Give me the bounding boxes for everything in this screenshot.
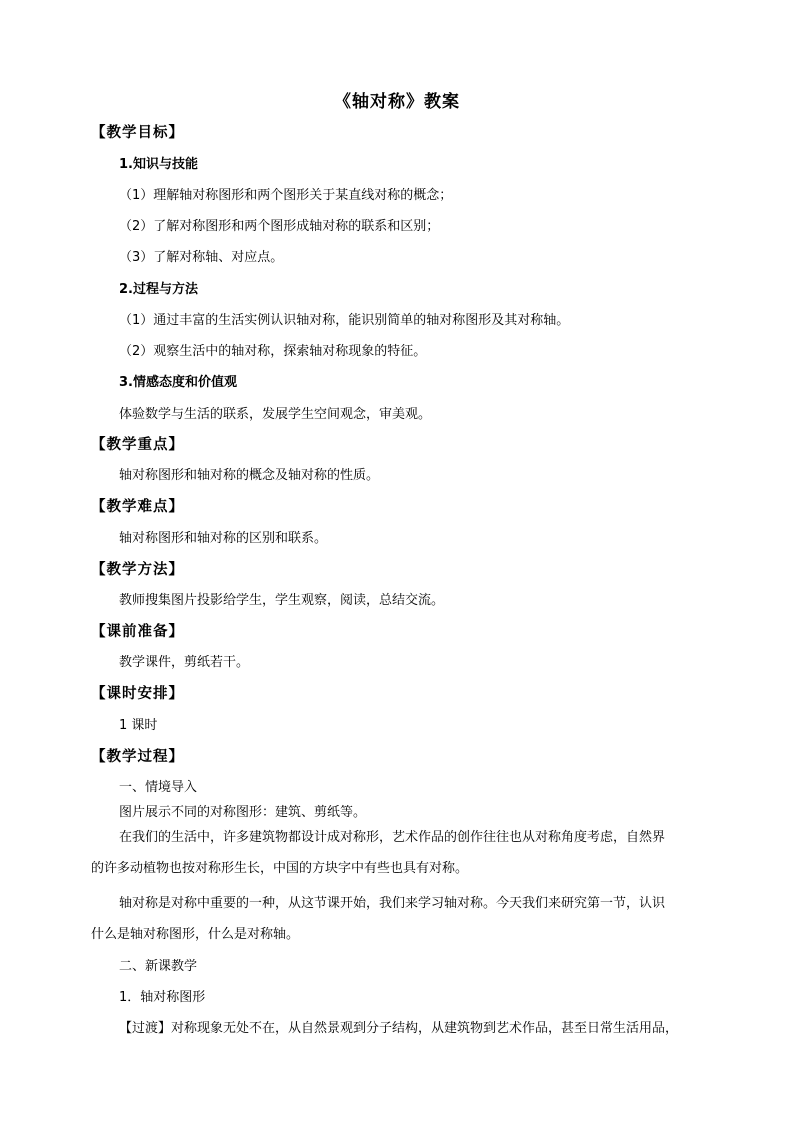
section-heading-preparation: 【课前准备】 xyxy=(91,624,184,640)
section-text: 教师搜集图片投影给学生，学生观察，阅读，总结交流。 xyxy=(119,593,445,608)
section-text: 轴对称图形和轴对称的区别和联系。 xyxy=(119,531,328,546)
subheading-process-method: 2.过程与方法 xyxy=(119,282,198,297)
process-paragraph: 图片展示不同的对称图形：建筑、剪纸等。 xyxy=(119,805,367,820)
objective-item: （1）通过丰富的生活实例认识轴对称，能识别简单的轴对称图形及其对称轴。 xyxy=(119,313,570,328)
subheading-knowledge-skills: 1.知识与技能 xyxy=(119,157,198,172)
process-paragraph: 轴对称是对称中重要的一种，从这节课开始，我们来学习轴对称。今天我们来研究第一节，认识 xyxy=(119,896,666,911)
section-heading-schedule: 【课时安排】 xyxy=(91,686,184,702)
section-heading-process: 【教学过程】 xyxy=(91,749,184,765)
section-text: 1 课时 xyxy=(119,718,158,733)
process-step-title: 二、新课教学 xyxy=(119,959,198,974)
process-paragraph: 【过渡】对称现象无处不在，从自然景观到分子结构，从建筑物到艺术作品，甚至日常生活用品， xyxy=(119,1021,679,1036)
document-title: 《轴对称》教案 xyxy=(334,92,460,112)
section-text: 轴对称图形和轴对称的概念及轴对称的性质。 xyxy=(119,468,380,483)
subheading-attitude-values: 3.情感态度和价值观 xyxy=(119,375,237,390)
objective-item: （3）了解对称轴、对应点。 xyxy=(119,250,284,265)
objective-text: 体验数学与生活的联系，发展学生空间观念，审美观。 xyxy=(119,407,432,422)
section-heading-methods: 【教学方法】 xyxy=(91,562,184,578)
section-heading-key-points: 【教学重点】 xyxy=(91,437,184,453)
objective-item: （2）了解对称图形和两个图形成轴对称的联系和区别； xyxy=(119,219,440,234)
objective-item: （2）观察生活中的轴对称，探索轴对称现象的特征。 xyxy=(119,344,427,359)
process-paragraph: 在我们的生活中，许多建筑物都设计成对称形，艺术作品的创作往往也从对称角度考虑，自然界 xyxy=(119,830,666,845)
section-heading-difficulties: 【教学难点】 xyxy=(91,499,184,515)
process-paragraph: 的许多动植物也按对称形生长，中国的方块字中有些也具有对称。 xyxy=(91,861,469,876)
process-paragraph: 什么是轴对称图形，什么是对称轴。 xyxy=(91,927,300,942)
process-step-title: 一、情境导入 xyxy=(119,780,198,795)
process-step-title: 1．轴对称图形 xyxy=(119,990,206,1005)
section-heading-objectives: 【教学目标】 xyxy=(91,125,184,141)
section-text: 教学课件，剪纸若干。 xyxy=(119,655,250,670)
objective-item: （1）理解轴对称图形和两个图形关于某直线对称的概念； xyxy=(119,188,453,203)
